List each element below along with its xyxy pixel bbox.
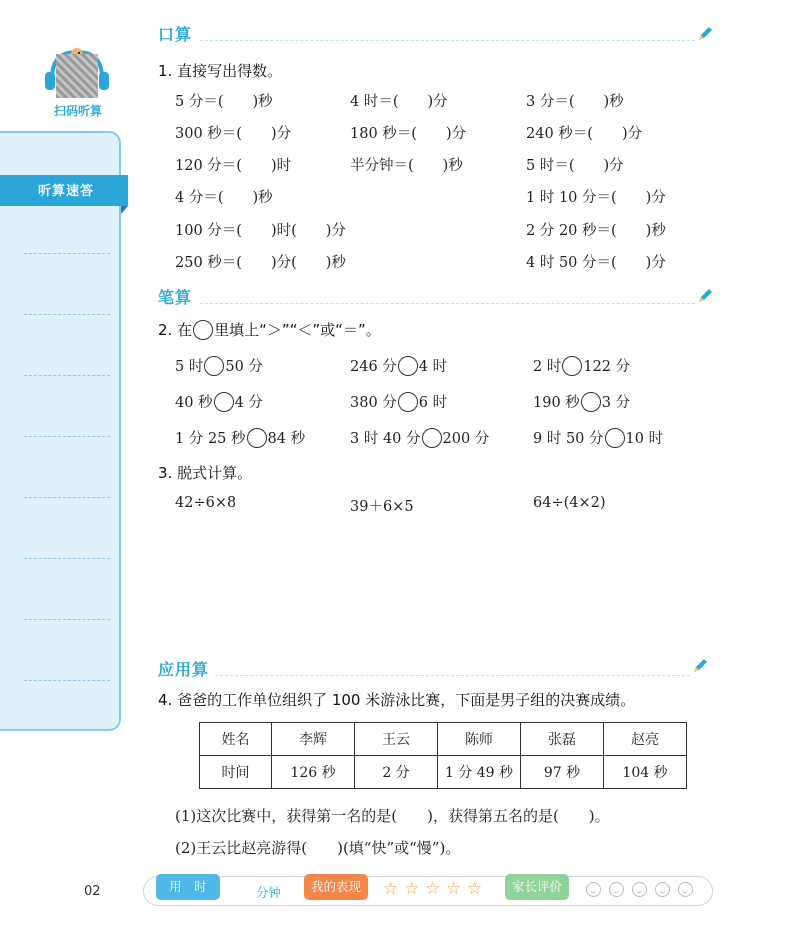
q1-item: 250 秒＝( )分( )秒 xyxy=(175,255,346,271)
table-row xyxy=(200,723,687,756)
q3-item: 42÷6×8 xyxy=(175,495,237,511)
q1-item: 3 分＝( )秒 xyxy=(526,94,624,110)
q1-item: 4 分＝( )秒 xyxy=(175,190,273,206)
section-title-oral: 口算 xyxy=(158,25,193,44)
q1-item: 300 秒＝( )分 xyxy=(175,126,292,142)
pencil-icon xyxy=(697,26,713,42)
sidebar-notes-panel xyxy=(0,131,121,731)
q2-title-prefix: 2. 在 xyxy=(158,321,193,339)
question-3-title: 3. 脱式计算。 xyxy=(158,464,253,482)
table-cell: 104 秒 xyxy=(604,756,687,789)
q1-item: 100 分＝( )时( )分 xyxy=(175,223,346,239)
smiley-icon[interactable] xyxy=(678,882,693,897)
question-4-title: 4. 爸爸的工作单位组织了 100 米游泳比赛，下面是男子组的决赛成绩。 xyxy=(158,691,636,709)
q1-item: 120 分＝( )时 xyxy=(175,158,292,174)
q1-item: 1 时 10 分＝( )分 xyxy=(526,190,666,206)
performance-tag: 我的表现 xyxy=(304,874,368,900)
table-cell: 陈师 xyxy=(438,723,521,756)
table-cell: 姓名 xyxy=(200,723,272,756)
table-cell: 张磊 xyxy=(521,723,604,756)
question-1-title: 1. 直接写出得数。 xyxy=(158,62,283,80)
table-cell: 王云 xyxy=(355,723,438,756)
minutes-label: 分钟 xyxy=(256,885,282,900)
table-row xyxy=(200,756,687,789)
smiley-icon[interactable] xyxy=(609,882,624,897)
note-line xyxy=(24,619,110,620)
section-title-applied: 应用算 xyxy=(158,660,210,679)
q2-item: 9 时 50 分 10 时 xyxy=(533,427,663,448)
smiley-icon[interactable] xyxy=(586,882,601,897)
compare-circle[interactable] xyxy=(398,392,418,412)
section-divider xyxy=(200,40,695,41)
star-icon[interactable]: ☆ xyxy=(383,879,399,899)
star-icon[interactable]: ☆ xyxy=(446,879,462,899)
q3-item: 64÷(4×2) xyxy=(533,495,606,511)
compare-circle[interactable] xyxy=(581,392,601,412)
star-icon[interactable]: ☆ xyxy=(425,879,441,899)
q1-item: 180 秒＝( )分 xyxy=(350,126,467,142)
q2-title-suffix: 里填上“＞”“＜”或“＝”。 xyxy=(214,321,381,339)
page-number: 02 xyxy=(84,884,101,899)
q2-item: 246 分 4 时 xyxy=(350,355,447,376)
q1-item: 2 分 20 秒＝( )秒 xyxy=(526,223,666,239)
qr-label: 扫码听算 xyxy=(53,104,102,118)
q1-item: 4 时＝( )分 xyxy=(350,94,448,110)
sidebar-banner-label: 听算速答 xyxy=(38,184,95,199)
note-line xyxy=(24,314,110,315)
compare-circle[interactable] xyxy=(562,356,582,376)
note-line xyxy=(24,253,110,254)
table-cell: 126 秒 xyxy=(272,756,355,789)
q1-item: 5 时＝( )分 xyxy=(526,158,624,174)
q1-item: 5 分＝( )秒 xyxy=(175,94,273,110)
q1-item: 4 时 50 分＝( )分 xyxy=(526,255,666,271)
table-cell: 赵亮 xyxy=(604,723,687,756)
q2-item: 2 时 122 分 xyxy=(533,355,630,376)
section-title-written: 笔算 xyxy=(158,288,193,307)
table-cell: 1 分 49 秒 xyxy=(438,756,521,789)
q1-item: 半分钟＝( )秒 xyxy=(350,158,463,174)
compare-circle[interactable] xyxy=(247,428,267,448)
circle-blank-icon xyxy=(193,320,213,340)
compare-circle[interactable] xyxy=(422,428,442,448)
q2-item: 1 分 25 秒 84 秒 xyxy=(175,427,305,448)
section-divider xyxy=(200,303,695,304)
q1-item: 240 秒＝( )分 xyxy=(526,126,643,142)
q2-item: 5 时 50 分 xyxy=(175,355,263,376)
smiley-icon[interactable] xyxy=(655,882,670,897)
banner-fold xyxy=(121,206,128,214)
note-line xyxy=(24,375,110,376)
table-cell: 李辉 xyxy=(272,723,355,756)
results-table xyxy=(199,722,687,789)
table-cell: 97 秒 xyxy=(521,756,604,789)
time-tag: 用 时 xyxy=(156,874,220,900)
smiley-icon[interactable] xyxy=(632,882,647,897)
note-line xyxy=(24,680,110,681)
q4-sub-question-1: (1)这次比赛中，获得第一名的是( )，获得第五名的是( )。 xyxy=(175,807,610,825)
note-line xyxy=(24,436,110,437)
compare-circle[interactable] xyxy=(204,356,224,376)
pencil-icon xyxy=(697,288,713,304)
note-line xyxy=(24,497,110,498)
pencil-icon xyxy=(692,658,708,674)
parent-eval-tag: 家长评价 xyxy=(505,874,569,900)
qr-block[interactable] xyxy=(44,40,110,120)
section-divider xyxy=(215,675,690,676)
q2-item: 3 时 40 分 200 分 xyxy=(350,427,489,448)
qr-code[interactable] xyxy=(56,54,98,98)
q2-item: 190 秒 3 分 xyxy=(533,391,630,412)
note-line xyxy=(24,558,110,559)
star-icon[interactable]: ☆ xyxy=(404,879,420,899)
compare-circle[interactable] xyxy=(214,392,234,412)
question-2-title xyxy=(158,319,381,340)
q2-item: 40 秒 4 分 xyxy=(175,391,263,412)
compare-circle[interactable] xyxy=(398,356,418,376)
table-cell: 2 分 xyxy=(355,756,438,789)
q2-item: 380 分 6 时 xyxy=(350,391,447,412)
q4-sub-question-2: (2)王云比赵亮游得( )(填“快”或“慢”)。 xyxy=(175,839,461,857)
star-icon[interactable]: ☆ xyxy=(467,879,483,899)
q3-item: 39＋6×5 xyxy=(350,499,414,515)
table-cell: 时间 xyxy=(200,756,272,789)
compare-circle[interactable] xyxy=(605,428,625,448)
